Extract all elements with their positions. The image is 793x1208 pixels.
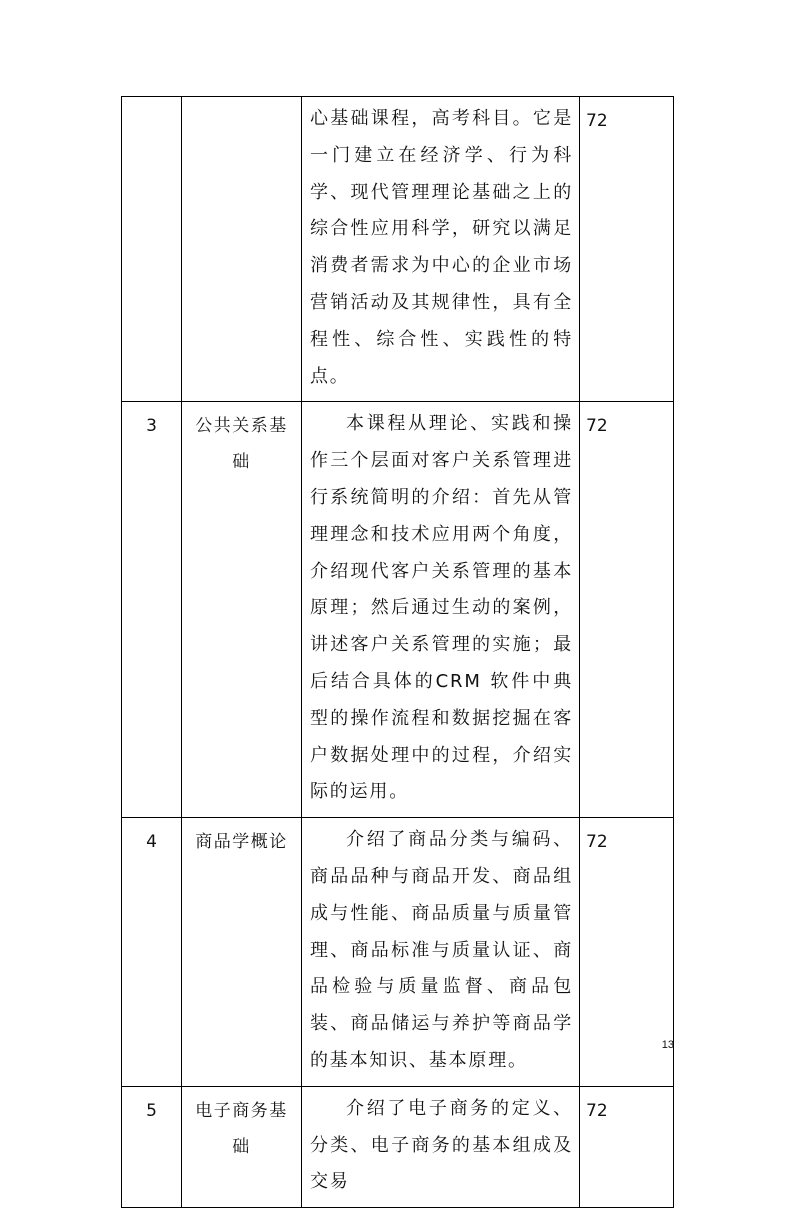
course-name-cell: 公共关系基础 bbox=[182, 402, 302, 818]
course-hours-cell: 72 bbox=[580, 1086, 674, 1207]
course-number-cell bbox=[122, 97, 182, 402]
course-description-text: 本课程从理论、实践和操作三个层面对客户关系管理进行系统简明的介绍：首先从管理理念和技术应用两个角度，介绍现代客户关系管理的基本原理；然后通过生动的案例，讲述客户关系管理的实施；最后结合具体的CRM 软件中典型的操作流程和数据挖掘在客户数据处理中的过程，介绍实际的运用。 bbox=[310, 413, 573, 803]
table-row bbox=[122, 818, 674, 1087]
course-description-cell: 心基础课程，高考科目。它是一门建立在经济学、行为科学、现代管理理论基础之上的综合性应用科学，研究以满足消费者需求为中心的企业市场营销活动及其规律性，具有全程性、综合性、实践性的特点。 bbox=[302, 97, 580, 402]
course-name-cell bbox=[182, 97, 302, 402]
course-name-cell: 商品学概论 bbox=[182, 818, 302, 1087]
course-description-text: 介绍了电子商务的定义、分类、电子商务的基本组成及交易 bbox=[310, 1097, 573, 1193]
course-hours-cell: 72 bbox=[580, 402, 674, 818]
course-name-cell: 电子商务基础 bbox=[182, 1086, 302, 1207]
course-hours-cell: 72 bbox=[580, 818, 674, 1087]
course-description-cell bbox=[302, 1086, 580, 1207]
table-row bbox=[122, 1086, 674, 1207]
course-number-cell: 5 bbox=[122, 1086, 182, 1207]
course-description-cell bbox=[302, 402, 580, 818]
course-number-cell: 3 bbox=[122, 402, 182, 818]
course-hours-cell: 72 bbox=[580, 97, 674, 402]
page-number-text: 13 bbox=[661, 1039, 674, 1051]
course-number-cell: 4 bbox=[122, 818, 182, 1087]
table-row bbox=[122, 402, 674, 818]
table-row bbox=[122, 97, 674, 402]
course-table bbox=[121, 96, 674, 1208]
course-description-text: 介绍了商品分类与编码、商品品种与商品开发、商品组成与性能、商品质量与质量管理、商品标准与质量认证、商品检验与质量监督、商品包装、商品储运与养护等商品学的基本知识、基本原理。 bbox=[310, 829, 573, 1071]
course-description-cell bbox=[302, 818, 580, 1087]
